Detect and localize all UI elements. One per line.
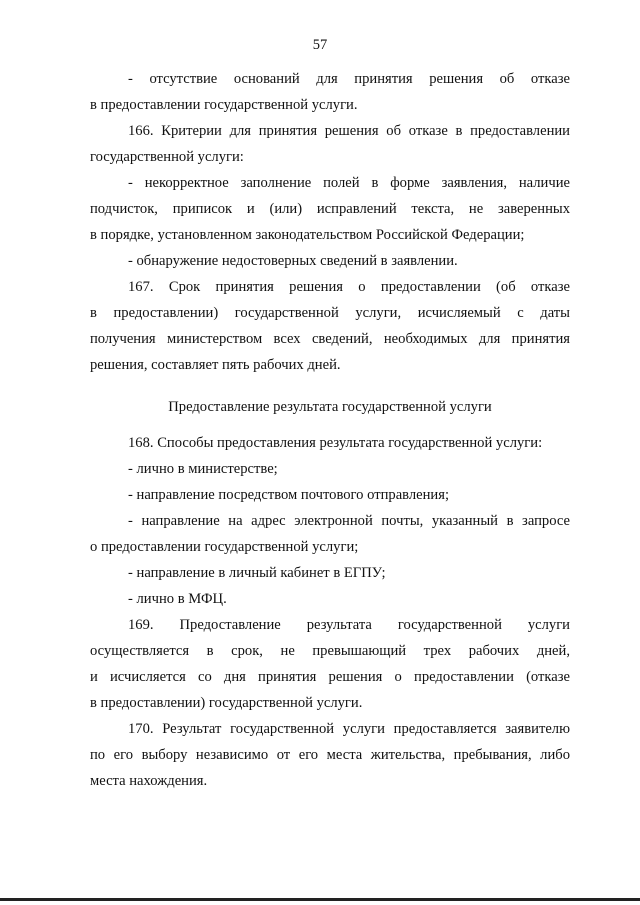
text-line: по его выбору независимо от его места жительства, пребывания, либо [90, 747, 570, 763]
bottom-border-line [0, 898, 640, 901]
text-line: в порядке, установленном законодательством Российской Федерации; [90, 227, 525, 243]
text-line: государственной услуги: [90, 149, 244, 165]
text-line: - лично в МФЦ. [128, 591, 227, 607]
text-line: 166. Критерии для принятия решения об отказе в предоставлении [128, 123, 570, 139]
text-line: 168. Способы предоставления результата государственной услуги: [128, 435, 543, 451]
text-line: 170. Результат государственной услуги предоставляется заявителю [128, 721, 570, 737]
text-line: в предоставлении) государственной услуги. [90, 695, 363, 711]
text-line: в предоставлении государственной услуги. [90, 97, 358, 113]
text-line: 167. Срок принятия решения о предоставлении (об отказе [128, 279, 570, 295]
text-line: - лично в министерстве; [128, 461, 278, 477]
text-line: решения, составляет пять рабочих дней. [90, 357, 341, 373]
text-line: - направление в личный кабинет в ЕГПУ; [128, 565, 386, 581]
text-line: - направление посредством почтового отправления; [128, 487, 450, 503]
text-line: о предоставлении государственной услуги; [90, 539, 359, 555]
text-line: - направление на адрес электронной почты, указанный в запросе [128, 513, 570, 529]
text-line: получения министерством всех сведений, необходимых для принятия [90, 331, 570, 347]
text-line: 169. Предоставление результата государственной услуги [128, 617, 570, 633]
text-line: - обнаружение недостоверных сведений в заявлении. [128, 253, 458, 269]
text-line: подчисток, приписок и (или) исправлений текста, не заверенных [90, 201, 570, 217]
section-heading: Предоставление результата государственной услуги [168, 399, 492, 415]
text-block-1 [90, 66, 570, 378]
text-line: в предоставлении) государственной услуги, исчисляемый с даты [90, 305, 570, 321]
text-line: осуществляется в срок, не превышающий трех рабочих дней, [90, 643, 570, 659]
text-line: и исчисляется со дня принятия решения о предоставлении (отказе [90, 669, 570, 685]
text-block-2 [90, 430, 570, 794]
text-line: места нахождения. [90, 773, 208, 789]
text-line: - отсутствие оснований для принятия решения об отказе [128, 71, 570, 87]
text-line: - некорректное заполнение полей в форме заявления, наличие [128, 175, 570, 191]
page-number: 57 [312, 37, 328, 53]
